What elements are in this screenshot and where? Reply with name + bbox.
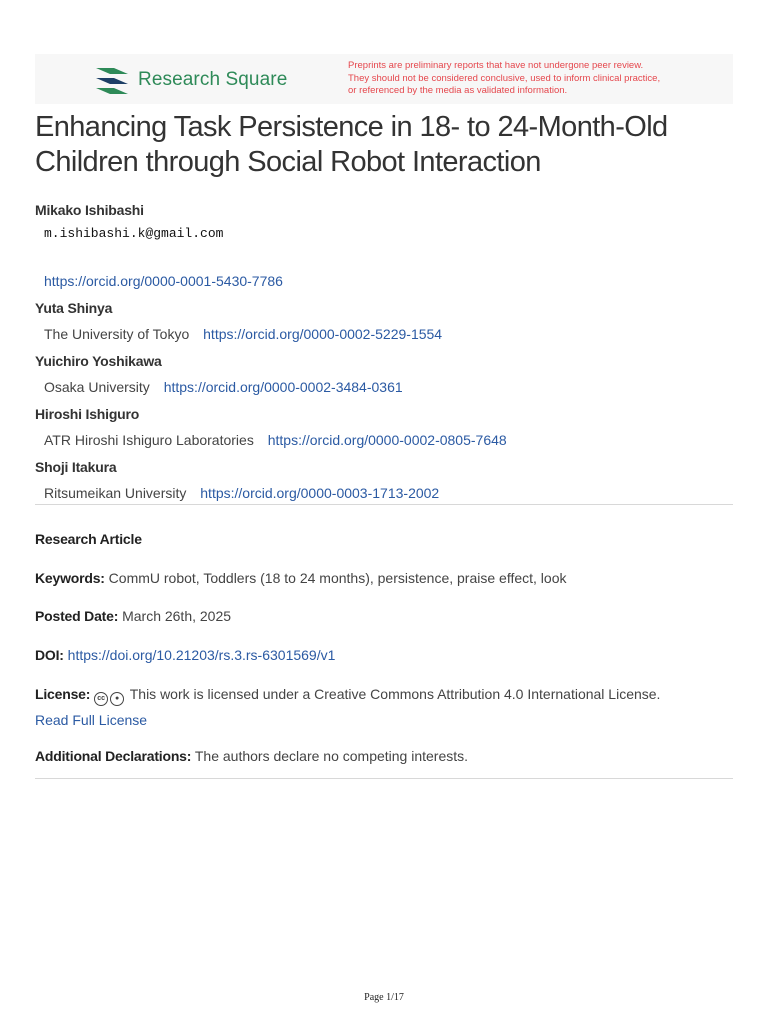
author-block [35, 457, 735, 503]
author-block [35, 200, 735, 291]
license [35, 684, 735, 730]
author-name: Hiroshi Ishiguro [35, 406, 140, 422]
logo-text: Research Square [138, 69, 288, 90]
attribution-icon: ● [110, 692, 124, 706]
research-square-logo[interactable] [94, 64, 287, 96]
orcid-link[interactable]: https://orcid.org/0000-0002-5229-1554 [203, 326, 443, 342]
author-affiliation: Osaka University [44, 379, 150, 395]
license-label: License: [35, 686, 91, 702]
research-square-logo-icon [94, 65, 130, 95]
keywords [35, 568, 735, 588]
author-block [35, 351, 735, 397]
divider [35, 778, 733, 779]
author-affiliation: ATR Hiroshi Ishiguro Laboratories [44, 432, 254, 448]
notice-line: Preprints are preliminary reports that have not undergone peer review. [348, 60, 644, 71]
declarations-label: Additional Declarations: [35, 748, 192, 764]
orcid-link[interactable]: https://orcid.org/0000-0002-0805-7648 [267, 432, 507, 448]
title-line: Enhancing Task Persistence in 18- to 24-Month-Old [35, 111, 668, 143]
creative-commons-icon: cc [94, 692, 108, 706]
notice-line: They should not be considered conclusive, used to inform clinical practice, [348, 72, 661, 84]
paper-title [35, 110, 745, 180]
orcid-link[interactable]: https://orcid.org/0000-0003-1713-2002 [200, 485, 440, 501]
doi-label: DOI: [35, 647, 64, 663]
license-text: This work is licensed under a Creative Commons Attribution 4.0 International License. [129, 686, 661, 702]
author-list [35, 200, 735, 503]
author-affiliation: Ritsumeikan University [44, 485, 187, 501]
doi-link[interactable]: https://doi.org/10.21203/rs.3.rs-6301569/v1 [67, 647, 336, 663]
keywords-label: Keywords: [35, 570, 105, 586]
posted-date-label: Posted Date: [35, 608, 119, 624]
doi [35, 645, 735, 665]
declarations-value: The authors declare no competing interests. [194, 748, 469, 764]
author-name: Yuichiro Yoshikawa [35, 353, 162, 369]
posted-date [35, 606, 735, 626]
spacer [35, 244, 735, 264]
article-type-label: Research Article [35, 531, 142, 547]
page-number: Page 1/17 [364, 992, 404, 1003]
author-name: Yuta Shinya [35, 300, 113, 316]
author-name: Shoji Itakura [35, 459, 117, 475]
title-line: Children through Social Robot Interaction [35, 146, 541, 178]
author-block [35, 298, 735, 344]
divider [35, 504, 733, 505]
read-full-license-link[interactable]: Read Full License [35, 712, 148, 728]
additional-declarations [35, 746, 735, 766]
author-name: Mikako Ishibashi [35, 202, 144, 218]
orcid-link[interactable]: https://orcid.org/0000-0002-3484-0361 [163, 379, 403, 395]
author-block [35, 404, 735, 450]
author-email[interactable]: m.ishibashi.k@gmail.com [44, 226, 224, 241]
keywords-value: CommU robot, Toddlers (18 to 24 months), persistence, praise effect, look [108, 570, 567, 586]
orcid-link[interactable]: https://orcid.org/0000-0001-5430-7786 [44, 273, 283, 289]
notice-line: or referenced by the media as validated information. [348, 85, 568, 96]
posted-date-value: March 26th, 2025 [122, 608, 232, 624]
author-affiliation: The University of Tokyo [44, 326, 190, 342]
preprint-notice [348, 60, 728, 98]
article-type [35, 529, 735, 549]
